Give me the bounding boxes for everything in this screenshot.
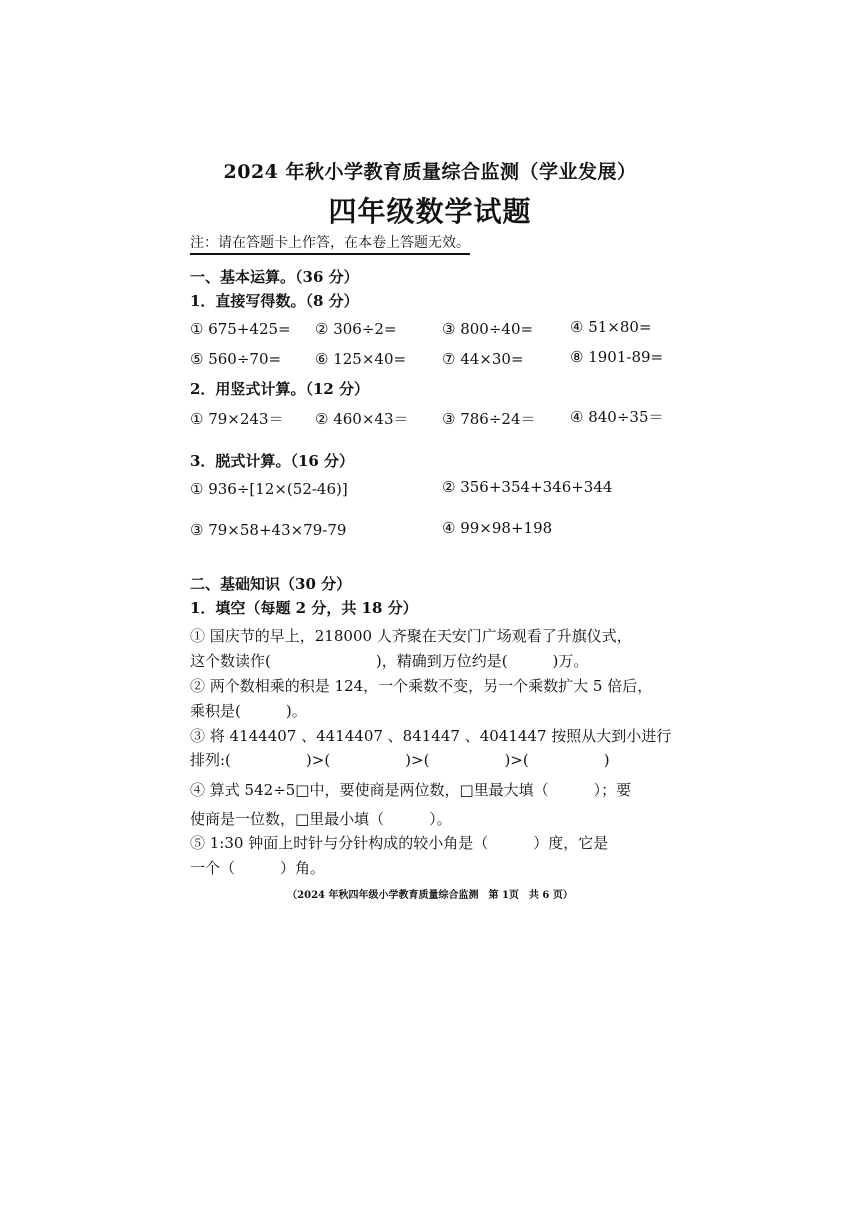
fill-line-4: 乘积是( )。 bbox=[190, 702, 307, 720]
fill-line-9: ⑤ 1:30 钟面上时针与分针构成的较小角是（ ）度，它是 bbox=[190, 834, 609, 852]
section1-heading: 一、基本运算。（36 分） bbox=[190, 268, 359, 286]
q3-item-4: ④ 99×98+198 bbox=[442, 519, 553, 537]
fill-line-5: ③ 将 4144407 、4414407 、841447 、4041447 按照从大到小进行 bbox=[190, 727, 672, 745]
q1-item-1: ① 675+425= bbox=[190, 320, 291, 338]
q2-item-2: ② 460×43＝ bbox=[315, 410, 409, 428]
q3-item-2: ② 356+354+346+344 bbox=[442, 478, 613, 496]
answer-note: 注：请在答题卡上作答，在本卷上答题无效。 bbox=[190, 232, 470, 255]
q1-item-3: ③ 800÷40= bbox=[442, 320, 534, 338]
s2q1-heading: 1．填空（每题 2 分，共 18 分） bbox=[190, 599, 418, 617]
q2-item-3: ③ 786÷24＝ bbox=[442, 410, 536, 428]
exam-subtitle: 四年级数学试题 bbox=[328, 195, 532, 228]
fill-line-1: ① 国庆节的早上，218000 人齐聚在天安门广场观看了升旗仪式， bbox=[190, 627, 632, 645]
q1-item-8: ⑧ 1901-89= bbox=[570, 348, 664, 366]
q1-heading: 1．直接写得数。（8 分） bbox=[190, 292, 359, 310]
q3-item-1: ① 936÷[12×(52-46)] bbox=[190, 480, 348, 498]
fill-line-8: 使商是一位数，□里最小填（ ）。 bbox=[190, 810, 452, 828]
q1-item-4: ④ 51×80= bbox=[570, 318, 652, 336]
fill-line-7: ④ 算式 542÷5□中，要使商是两位数，□里最大填（ ）；要 bbox=[190, 781, 632, 799]
fill-line-2: 这个数读作( )，精确到万位约是( )万。 bbox=[190, 652, 589, 670]
q1-item-2: ② 306÷2= bbox=[315, 320, 397, 338]
exam-title: 2024 年秋小学教育质量综合监测（学业发展） bbox=[223, 161, 637, 183]
q3-item-3: ③ 79×58+43×79-79 bbox=[190, 521, 347, 539]
q1-item-7: ⑦ 44×30= bbox=[442, 350, 524, 368]
q1-item-5: ⑤ 560÷70= bbox=[190, 350, 282, 368]
q2-item-1: ① 79×243＝ bbox=[190, 410, 284, 428]
q3-heading: 3．脱式计算。（16 分） bbox=[190, 452, 355, 470]
q2-heading: 2．用竖式计算。（12 分） bbox=[190, 380, 370, 398]
fill-line-10: 一个（ ）角。 bbox=[190, 859, 326, 877]
fill-line-3: ② 两个数相乘的积是 124，一个乘数不变，另一个乘数扩大 5 倍后， bbox=[190, 677, 653, 695]
q1-item-6: ⑥ 125×40= bbox=[315, 350, 407, 368]
q2-item-4: ④ 840÷35＝ bbox=[570, 408, 664, 426]
page-footer: （2024 年秋四年级小学教育质量综合监测 第 1页 共 6 页） bbox=[287, 890, 573, 901]
fill-line-6: 排列:( )>( )>( )>( ) bbox=[190, 751, 610, 769]
section2-heading: 二、基础知识（30 分） bbox=[190, 575, 352, 593]
